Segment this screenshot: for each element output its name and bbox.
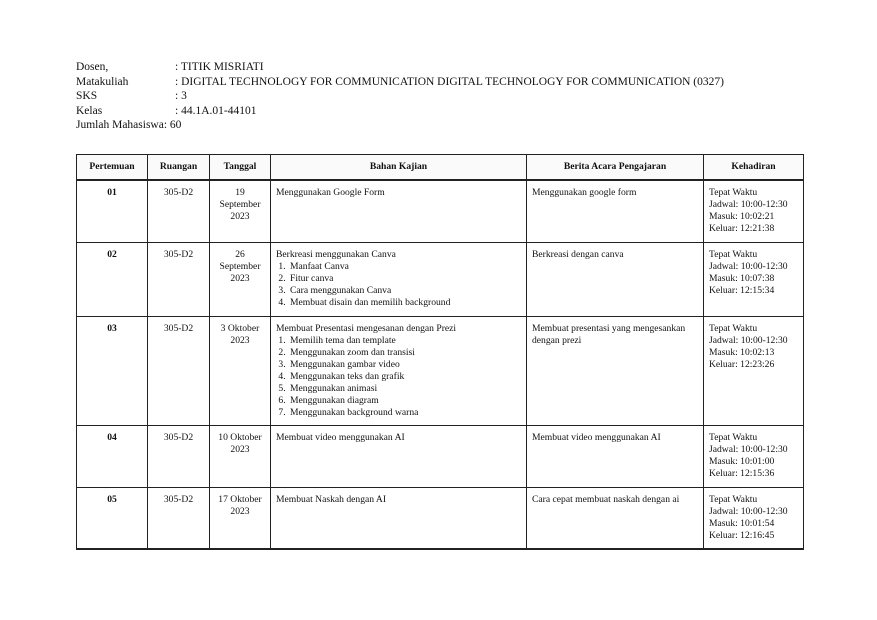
cell-pertemuan: 05 (77, 487, 148, 549)
header-row-dosen (76, 60, 724, 75)
kehadiran-line: Masuk: 10:02:13 (709, 346, 775, 358)
sks-label: SKS (76, 90, 98, 102)
kehadiran-line: Keluar: 12:15:36 (709, 467, 775, 479)
kehadiran-line: Masuk: 10:02:21 (709, 211, 775, 222)
header-row-matakuliah (76, 75, 724, 90)
cell-berita-acara: Menggunakan google form (527, 180, 704, 242)
bahan-kajian-title: Berkreasi menggunakan Canva (276, 248, 396, 260)
cell-bahan-kajian (271, 242, 527, 316)
col-header-berita-acara: Berita Acara Pengajaran (527, 155, 704, 181)
kehadiran-line: Masuk: 10:01:54 (709, 517, 775, 529)
col-header-kehadiran: Kehadiran (704, 155, 804, 181)
cell-ruangan: 305-D2 (148, 180, 210, 242)
kelas-value: : 44.1A.01-44101 (175, 104, 257, 117)
kehadiran-line: Masuk: 10:07:38 (709, 272, 775, 284)
cell-kehadiran (704, 242, 804, 316)
table-row (77, 425, 804, 487)
kelas-label: Kelas (76, 104, 103, 117)
matakuliah-label: Matakuliah (76, 75, 129, 88)
bahan-kajian-title: Menggunakan Google Form (276, 187, 385, 198)
bahan-kajian-title: Membuat Naskah dengan AI (276, 493, 387, 505)
cell-berita-acara: Membuat video menggunakan AI (527, 425, 704, 487)
cell-kehadiran (704, 487, 804, 549)
cell-ruangan: 305-D2 (148, 242, 210, 316)
course-header (76, 60, 724, 133)
cell-tanggal: 3 Oktober 2023 (210, 316, 271, 425)
header-row-sks (76, 89, 724, 104)
kehadiran-line: Tepat Waktu (709, 248, 758, 260)
cell-pertemuan: 01 (77, 180, 148, 242)
list-item: 6. Menggunakan diagram (288, 395, 521, 407)
col-header-bahan-kajian: Bahan Kajian (271, 155, 527, 181)
dosen-label: Dosen, (76, 61, 109, 73)
bahan-kajian-list (276, 261, 521, 309)
list-item: 3. Cara menggunakan Canva (288, 285, 521, 297)
col-header-tanggal: Tanggal (210, 155, 271, 181)
kehadiran-line: Jadwal: 10:00-12:30 (709, 443, 788, 455)
kehadiran-line: Masuk: 10:01:00 (709, 455, 775, 467)
attendance-table (76, 154, 804, 550)
cell-pertemuan: 04 (77, 425, 148, 487)
kehadiran-line: Tepat Waktu (709, 431, 758, 443)
kehadiran-line: Jadwal: 10:00-12:30 (709, 260, 788, 272)
cell-bahan-kajian (271, 425, 527, 487)
cell-berita-acara: Berkreasi dengan canva (527, 242, 704, 316)
jumlah-value: : 60 (163, 119, 182, 131)
matakuliah-value: : DIGITAL TECHNOLOGY FOR COMMUNICATION DIGITAL TECHNOLOGY FOR COMMUNICATION (0327) (175, 75, 724, 88)
cell-kehadiran (704, 180, 804, 242)
header-row-jumlah (76, 118, 724, 133)
table-body (77, 180, 804, 549)
list-item: 7. Menggunakan background warna (288, 407, 521, 419)
kehadiran-line: Keluar: 12:16:45 (709, 529, 775, 541)
list-item: 4. Menggunakan teks dan grafik (288, 371, 521, 383)
cell-tanggal: 19 September 2023 (210, 180, 271, 242)
jumlah-label: Jumlah Mahasiswa (76, 119, 164, 131)
cell-pertemuan: 02 (77, 242, 148, 316)
table-row (77, 180, 804, 242)
cell-berita-acara: Membuat presentasi yang mengesankan dengan prezi (527, 316, 704, 425)
list-item: 3. Menggunakan gambar video (288, 359, 521, 371)
list-item: 5. Menggunakan animasi (288, 383, 521, 395)
list-item: 2. Menggunakan zoom dan transisi (288, 347, 521, 359)
cell-tanggal: 26 September 2023 (210, 242, 271, 316)
col-header-pertemuan: Pertemuan (77, 155, 148, 181)
bahan-kajian-title: Membuat video menggunakan AI (276, 431, 405, 443)
cell-ruangan: 305-D2 (148, 487, 210, 549)
list-item: 4. Membuat disain dan memilih background (288, 297, 521, 309)
header-row-kelas (76, 104, 724, 119)
cell-tanggal: 17 Oktober 2023 (210, 487, 271, 549)
sks-value: : 3 (175, 90, 187, 102)
bahan-kajian-list (276, 335, 521, 419)
cell-kehadiran (704, 316, 804, 425)
table-row (77, 242, 804, 316)
kehadiran-line: Keluar: 12:23:26 (709, 358, 775, 370)
cell-pertemuan: 03 (77, 316, 148, 425)
col-header-ruangan: Ruangan (148, 155, 210, 181)
kehadiran-line: Keluar: 12:15:34 (709, 284, 775, 296)
cell-bahan-kajian (271, 180, 527, 242)
cell-ruangan: 305-D2 (148, 316, 210, 425)
dosen-value: : TITIK MISRIATI (175, 61, 264, 73)
table-row (77, 487, 804, 549)
cell-bahan-kajian (271, 316, 527, 425)
kehadiran-line: Keluar: 12:21:38 (709, 223, 775, 234)
kehadiran-line: Tepat Waktu (709, 187, 758, 198)
list-item: 1. Memilih tema dan template (288, 335, 521, 347)
bahan-kajian-title: Membuat Presentasi mengesanan dengan Prezi (276, 322, 457, 334)
cell-bahan-kajian (271, 487, 527, 549)
kehadiran-line: Jadwal: 10:00-12:30 (709, 505, 788, 517)
cell-ruangan: 305-D2 (148, 425, 210, 487)
cell-kehadiran (704, 425, 804, 487)
table-header-row (77, 155, 804, 181)
kehadiran-line: Jadwal: 10:00-12:30 (709, 199, 788, 210)
kehadiran-line: Jadwal: 10:00-12:30 (709, 334, 788, 346)
list-item: 2. Fitur canva (288, 273, 521, 285)
cell-berita-acara: Cara cepat membuat naskah dengan ai (527, 487, 704, 549)
cell-tanggal: 10 Oktober 2023 (210, 425, 271, 487)
kehadiran-line: Tepat Waktu (709, 322, 758, 334)
table-row (77, 316, 804, 425)
list-item: 1. Manfaat Canva (288, 261, 521, 273)
kehadiran-line: Tepat Waktu (709, 493, 758, 505)
